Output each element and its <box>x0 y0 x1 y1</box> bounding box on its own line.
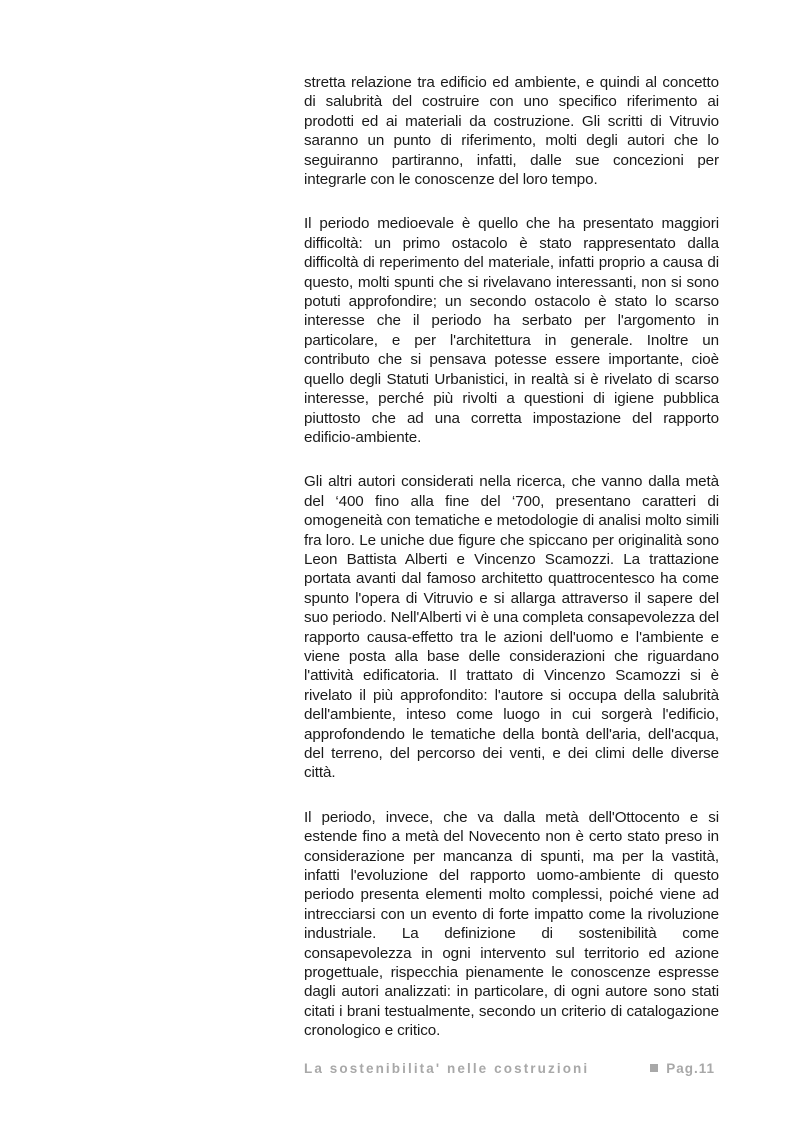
footer-running-title: La sostenibilita' nelle costruzioni <box>304 1061 590 1076</box>
square-bullet-icon <box>650 1064 658 1072</box>
body-paragraph-1: stretta relazione tra edificio ed ambiente, e quindi al concetto di salubrità del costruire con uno specifico riferimento ai prodotti ed ai materiali da costruzione. Gli scritti di Vitruvio saranno un punto di riferimento, molti degli autori che lo seguiranno partiranno, infatti, dalle sue concezioni per integrarle con le conoscenze del loro tempo. <box>304 74 719 189</box>
body-paragraph-2: Il periodo medioevale è quello che ha presentato maggiori difficoltà: un primo ostacolo è stato rappresentato dalla difficoltà di reperimento del materiale, infatti proprio a causa di questo, molti spunti che si rivelavano interessanti, non si sono potuti approfondire; un secondo ostacolo è stato lo scarso interesse che il periodo ha serbato per l'argomento in particolare, e per l'architettura in generale. Inoltre un contributo che si pensava potesse essere importante, cioè quello degli Statuti Urbanistici, in realtà si è rivelato di scarso interesse, perché più rivolti a questioni di igiene pubblica piuttosto che ad una corretta impostazione del rapporto edificio-ambiente. <box>304 215 719 446</box>
page-footer <box>304 1061 715 1081</box>
body-paragraph-3: Gli altri autori considerati nella ricerca, che vanno dalla metà del ‘400 fino alla fine del ‘700, presentano caratteri di omogeneità con tematiche e metodologie di analisi molto simili fra loro. Le uniche due figure che spiccano per originalità sono Leon Battista Alberti e Vincenzo Scamozzi. La trattazione portata avanti dal famoso architetto quattrocentesco ha come spunto l'opera di Vitruvio e si allarga attraverso il sapere del suo periodo. Nell'Alberti vi è una completa consapevolezza del rapporto causa-effetto tra le azioni dell'uomo e l'ambiente e viene posta alla base delle considerazioni che riguardano l'attività edificatoria. Il trattato di Vincenzo Scamozzi si è rivelato il più approfondito: l'autore si occupa della salubrità dell'ambiente, inteso come luogo in cui sorgerà l'edificio, approfondendo le tematiche della bontà dell'aria, dell'acqua, del terreno, del percorso dei venti, e dei climi delle diverse città. <box>304 473 719 782</box>
footer-page-number: Pag.11 <box>666 1061 715 1076</box>
footer-page-number-group <box>650 1061 715 1076</box>
body-paragraph-4: Il periodo, invece, che va dalla metà dell'Ottocento e si estende fino a metà del Novecento non è certo stato preso in considerazione per mancanza di spunti, ma per la vastità, infatti l'evoluzione del rapporto uomo-ambiente di questo periodo presenta elementi molto complessi, poiché viene ad intrecciarsi con un evento di forte impatto come la rivoluzione industriale. La definizione di sostenibilità come consapevolezza in ogni intervento sul territorio ed azione progettuale, rispecchia pienamente le conoscenze espresse dagli autori analizzati: in particolare, di ogni autore sono stati citati i brani testualmente, secondo un criterio di catalogazione cronologico e critico. <box>304 808 719 1040</box>
body-text-column <box>304 73 719 1066</box>
